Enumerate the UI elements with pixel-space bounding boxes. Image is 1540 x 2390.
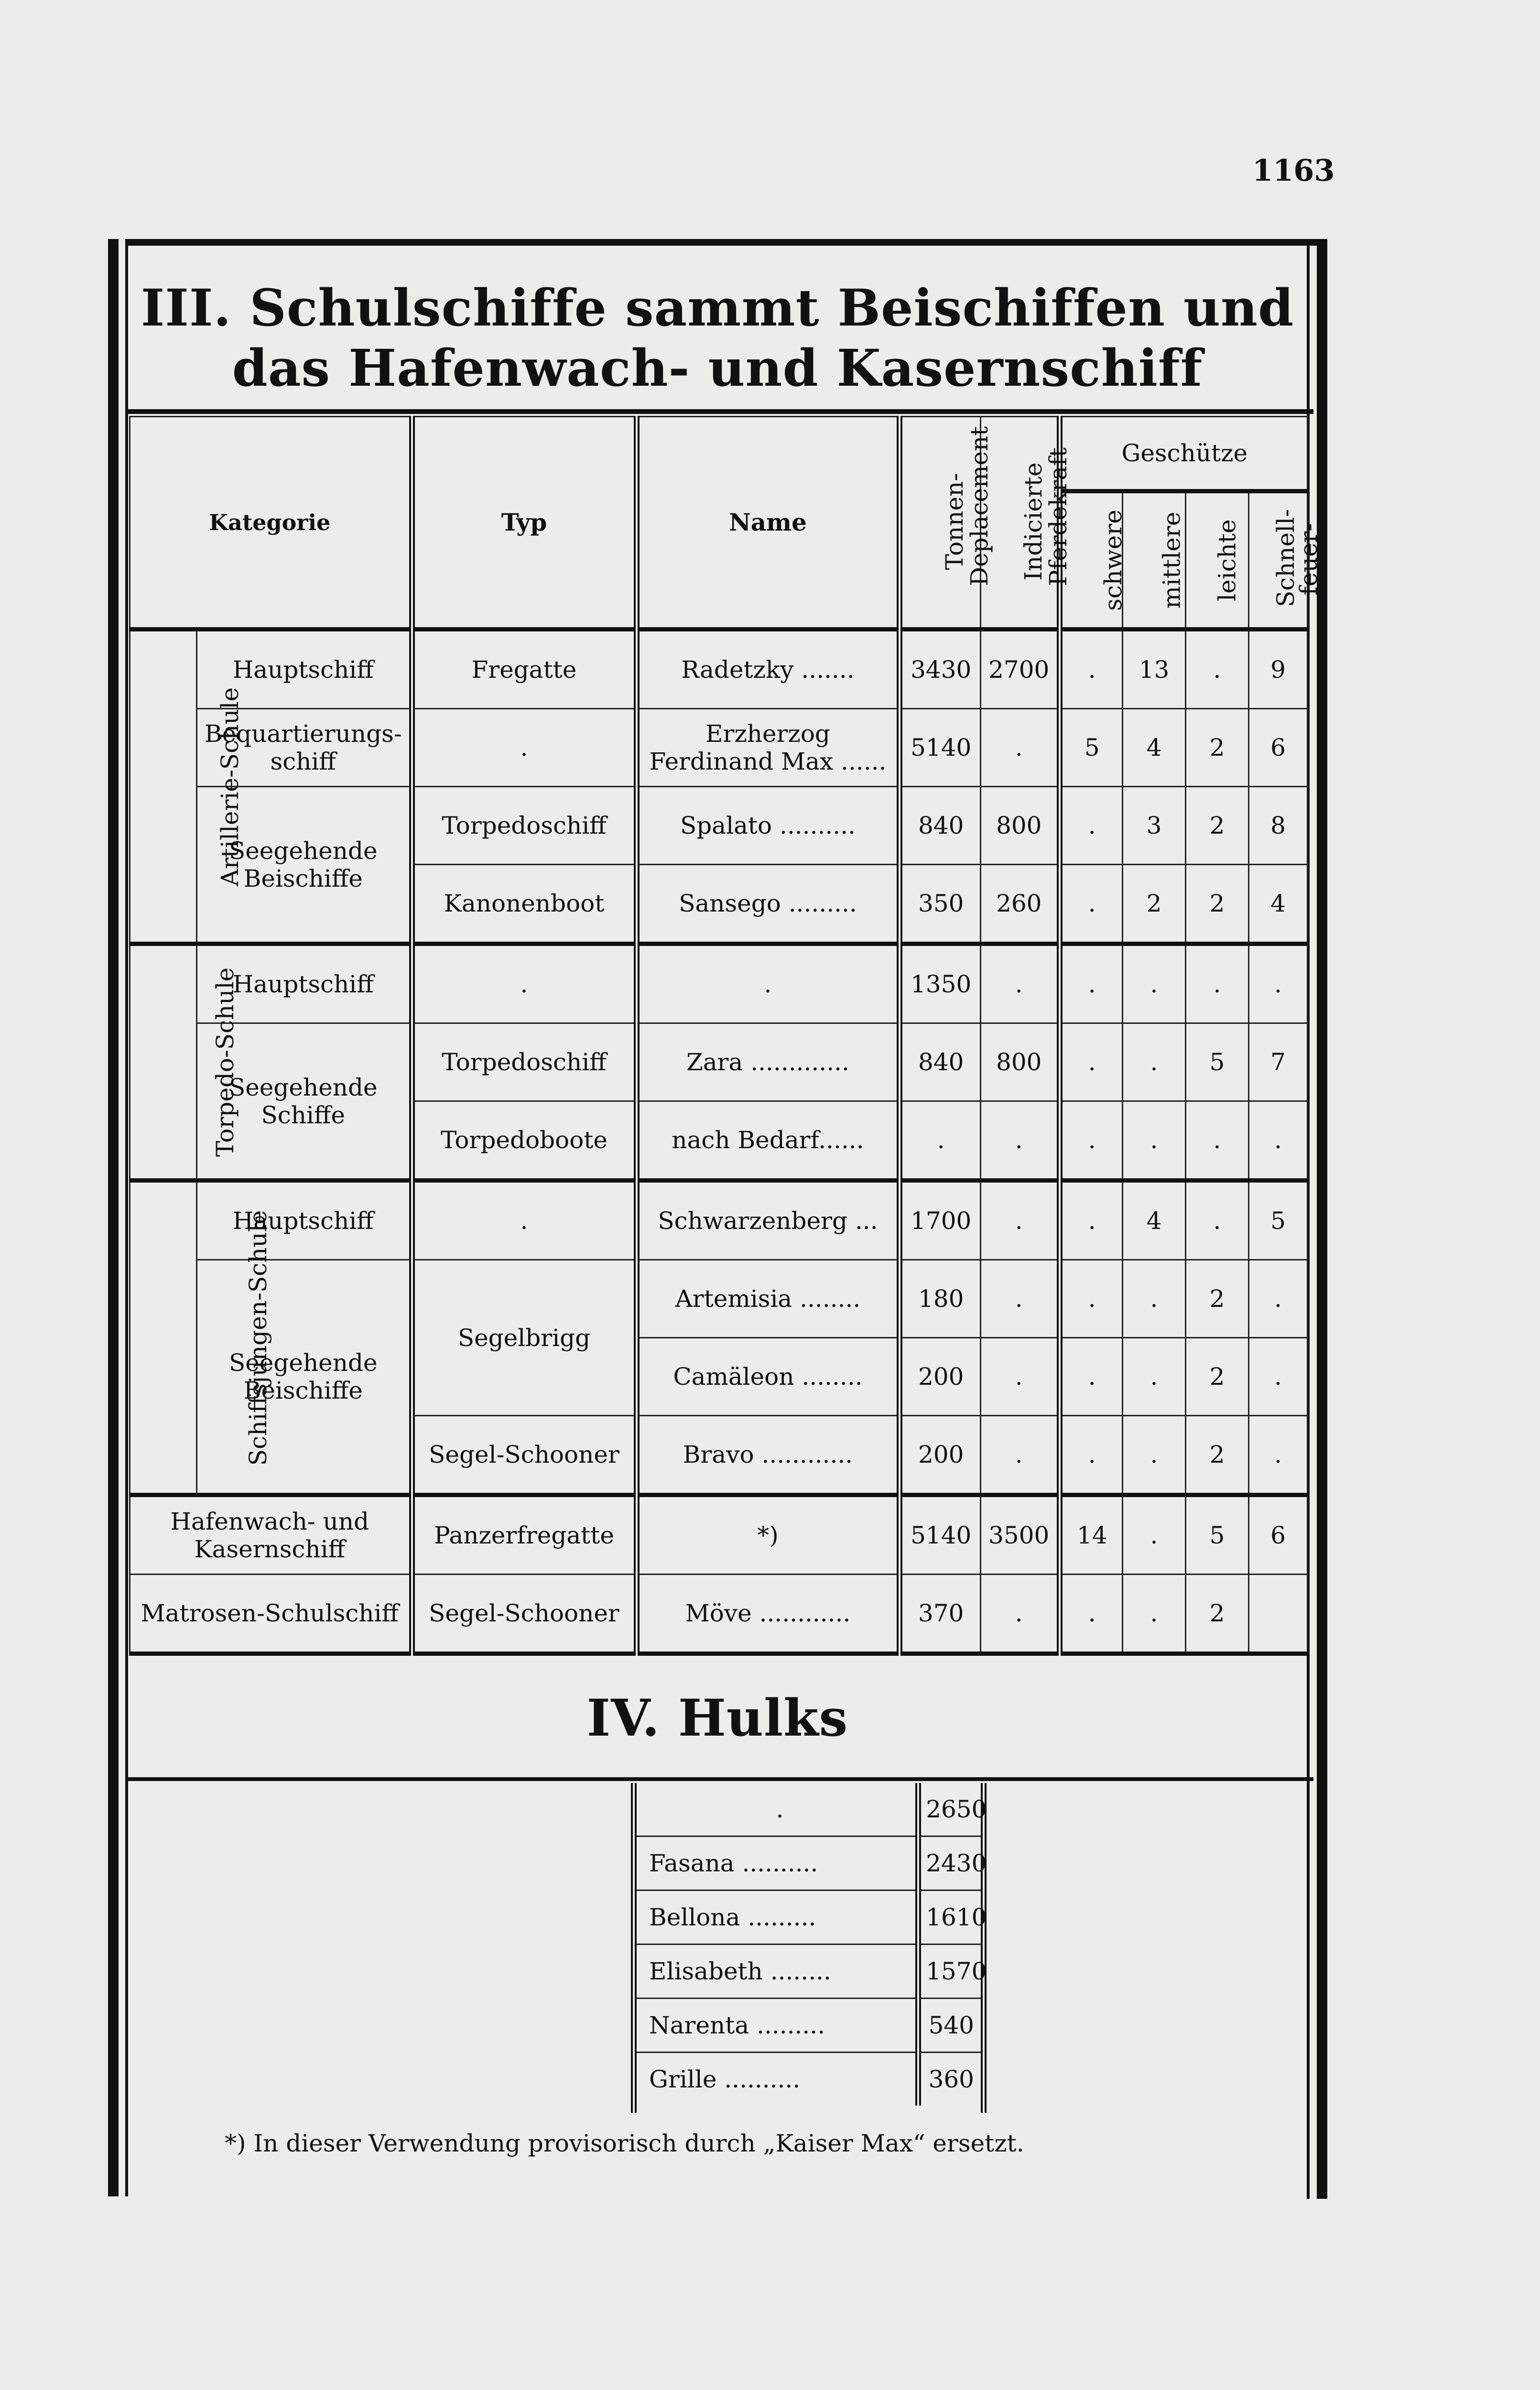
cell-typ: Segelbrigg	[412, 1260, 637, 1416]
cell-mittlere: 2	[1123, 865, 1186, 944]
hulk-tonnen: 2650	[918, 1783, 981, 1836]
cell-name: Zara .............	[637, 1023, 900, 1101]
cell-schnellfeuer: 4	[1249, 865, 1308, 944]
cell-schnellfeuer: 7	[1249, 1023, 1308, 1101]
cell-schwere: .	[1060, 1181, 1123, 1260]
cell-tonnen: 180	[900, 1260, 981, 1338]
cell-typ: Segel-Schooner	[412, 1416, 637, 1495]
cell-schwere: .	[1060, 787, 1123, 865]
cell-mittlere: .	[1123, 1575, 1186, 1654]
cell-subcategory: Seegehende Schiffe	[197, 1023, 412, 1181]
title-divider	[128, 409, 1313, 414]
cell-schnellfeuer: .	[1249, 1338, 1308, 1416]
cell-tonnen: 1350	[900, 944, 981, 1023]
cell-leichte: .	[1186, 1101, 1249, 1181]
cell-pferdekraft: 260	[981, 865, 1060, 944]
table-row	[130, 1023, 1308, 1101]
table-row	[130, 944, 1308, 1023]
footnote: *) In dieser Verwendung provisorisch durch „Kaiser Max“ ersetzt.	[225, 2129, 1024, 2157]
cell-pferdekraft: .	[981, 1338, 1060, 1416]
cell-schwere: .	[1060, 1338, 1123, 1416]
cell-schnellfeuer: .	[1249, 1260, 1308, 1338]
cell-schnellfeuer: 6	[1249, 709, 1308, 787]
cell-leichte: 2	[1186, 1338, 1249, 1416]
table-row	[637, 1945, 981, 1999]
cell-pferdekraft: .	[981, 1575, 1060, 1654]
cell-schnellfeuer: .	[1249, 1416, 1308, 1495]
cell-schwere: .	[1060, 1575, 1123, 1654]
table-row	[130, 1260, 1308, 1338]
cell-tonnen: 840	[900, 1023, 981, 1101]
frame-top-border	[125, 239, 1320, 246]
cell-tonnen: 200	[900, 1338, 981, 1416]
header-mittlere: mittlere	[1123, 491, 1186, 630]
cell-schwere: .	[1060, 1260, 1123, 1338]
cell-schwere: .	[1060, 944, 1123, 1023]
cell-mittlere: .	[1123, 1416, 1186, 1495]
cell-typ: .	[412, 709, 637, 787]
cell-pferdekraft: .	[981, 1101, 1060, 1181]
page-number: 1163	[1252, 153, 1335, 188]
cell-mittlere: .	[1123, 1023, 1186, 1101]
cell-typ: .	[412, 1181, 637, 1260]
hulk-tonnen: 1610	[918, 1890, 981, 1945]
header-schnellfeuer: Schnell-feuer-	[1249, 491, 1308, 630]
cell-pferdekraft: .	[981, 944, 1060, 1023]
cell-subcategory: Hauptschiff	[197, 1181, 412, 1260]
group-schiffsjungen-schule: Schiffsjungen-Schule	[130, 1181, 197, 1495]
hulk-tonnen: 2430	[918, 1836, 981, 1890]
cell-leichte: .	[1186, 630, 1249, 709]
hulk-name: Elisabeth ........	[637, 1945, 918, 1999]
cell-typ: Torpedoschiff	[412, 787, 637, 865]
cell-name: .	[637, 944, 900, 1023]
cell-name: Möve ............	[637, 1575, 900, 1654]
cell-schnellfeuer: .	[1249, 944, 1308, 1023]
header-typ: Typ	[412, 417, 637, 630]
hulk-name: .	[637, 1783, 918, 1836]
cell-subcategory: Hauptschiff	[197, 944, 412, 1023]
cell-leichte: 2	[1186, 709, 1249, 787]
header-pferdekraft: Indicierte Pferdekraft	[981, 417, 1060, 630]
cell-leichte: 2	[1186, 1260, 1249, 1338]
cell-name: Bravo ............	[637, 1416, 900, 1495]
cell-leichte: .	[1186, 944, 1249, 1023]
cell-schnellfeuer: 9	[1249, 630, 1308, 709]
table-row	[130, 1181, 1308, 1260]
cell-name: nach Bedarf......	[637, 1101, 900, 1181]
cell-subcategory: Hauptschiff	[197, 630, 412, 709]
cell-schwere: 14	[1060, 1495, 1123, 1575]
table-row	[637, 1890, 981, 1945]
cell-mittlere: .	[1123, 1260, 1186, 1338]
cell-typ: Fregatte	[412, 630, 637, 709]
cell-subcategory: Bequartierungs-schiff	[197, 709, 412, 787]
cell-typ: .	[412, 944, 637, 1023]
cell-name: Camäleon ........	[637, 1338, 900, 1416]
cell-name: Schwarzenberg ...	[637, 1181, 900, 1260]
cell-tonnen: .	[900, 1101, 981, 1181]
cell-kategorie: Hafenwach- und Kasernschiff	[130, 1495, 412, 1575]
cell-mittlere: 3	[1123, 787, 1186, 865]
cell-pferdekraft: .	[981, 709, 1060, 787]
cell-mittlere: 13	[1123, 630, 1186, 709]
cell-schwere: .	[1060, 1101, 1123, 1181]
table-row	[130, 1495, 1308, 1575]
cell-mittlere: .	[1123, 1495, 1186, 1575]
hulk-tonnen: 360	[928, 2065, 974, 2093]
cell-tonnen: 370	[900, 1575, 981, 1654]
cell-tonnen: 3430	[900, 630, 981, 709]
cell-schnellfeuer: .	[1249, 1101, 1308, 1181]
cell-leichte: 2	[1186, 787, 1249, 865]
cell-typ: Kanonenboot	[412, 865, 637, 944]
cell-typ: Torpedoboote	[412, 1101, 637, 1181]
cell-schwere: .	[1060, 1416, 1123, 1495]
cell-pferdekraft: 800	[981, 1023, 1060, 1101]
cell-schwere: .	[1060, 630, 1123, 709]
cell-mittlere: .	[1123, 1338, 1186, 1416]
hulk-name: Grille ..........	[637, 2053, 918, 2106]
cell-pferdekraft: .	[981, 1416, 1060, 1495]
cell-schwere: .	[1060, 1023, 1123, 1101]
cell-name: *)	[637, 1495, 900, 1575]
section-3-title-line-1: III. Schulschiffe sammt Beischiffen und	[141, 278, 1294, 337]
hulk-tonnen: 1570	[918, 1945, 981, 1999]
cell-mittlere: .	[1123, 1101, 1186, 1181]
group-torpedo-schule: Torpedo-Schule	[130, 944, 197, 1181]
group-artillerie-schule: Artillerie-Schule	[130, 630, 197, 944]
header-schwere: schwere	[1060, 491, 1123, 630]
hulk-name: Narenta .........	[637, 1999, 918, 2053]
cell-tonnen: 5140	[900, 1495, 981, 1575]
cell-mittlere: 4	[1123, 1181, 1186, 1260]
cell-pferdekraft: .	[981, 1260, 1060, 1338]
cell-pferdekraft: 3500	[981, 1495, 1060, 1575]
cell-schwere: 5	[1060, 709, 1123, 787]
hulk-tonnen: 540	[918, 1999, 981, 2053]
table-row	[130, 630, 1308, 709]
cell-pferdekraft: 2700	[981, 630, 1060, 709]
cell-mittlere: .	[1123, 944, 1186, 1023]
cell-tonnen: 840	[900, 787, 981, 865]
cell-typ: Torpedoschiff	[412, 1023, 637, 1101]
cell-tonnen: 200	[900, 1416, 981, 1495]
header-kategorie: Kategorie	[130, 417, 412, 630]
cell-schwere: .	[1060, 865, 1123, 944]
cell-tonnen: 350	[900, 865, 981, 944]
cell-schnellfeuer	[1249, 1575, 1308, 1654]
hulk-name: Fasana ..........	[637, 1836, 918, 1890]
header-tonnen: Tonnen-Deplacement	[900, 417, 981, 630]
cell-leichte: 5	[1186, 1023, 1249, 1101]
header-leichte: leichte	[1186, 491, 1249, 630]
cell-name: Spalato ..........	[637, 787, 900, 865]
cell-tonnen: 5140	[900, 709, 981, 787]
header-name: Name	[637, 417, 900, 630]
table-row	[130, 1575, 1308, 1654]
section-3-title-line-2: das Hafenwach- und Kasernschiff	[232, 338, 1203, 398]
cell-pferdekraft: .	[981, 1181, 1060, 1260]
cell-mittlere: 4	[1123, 709, 1186, 787]
hulks-divider	[128, 1777, 1313, 1781]
table-row	[637, 2053, 981, 2106]
header-geschuetze: Geschütze	[1060, 417, 1308, 491]
hulks-table	[631, 1783, 987, 2113]
cell-typ: Panzerfregatte	[412, 1495, 637, 1575]
table-row	[637, 1783, 981, 1836]
table-row	[130, 787, 1308, 865]
cell-subcategory: Seegehende Beischiffe	[197, 1260, 412, 1495]
cell-schnellfeuer: 8	[1249, 787, 1308, 865]
cell-leichte: 5	[1186, 1495, 1249, 1575]
cell-schnellfeuer: 6	[1249, 1495, 1308, 1575]
cell-name: Artemisia ........	[637, 1260, 900, 1338]
cell-pferdekraft: 800	[981, 787, 1060, 865]
table-row	[637, 1999, 981, 2053]
cell-leichte: .	[1186, 1181, 1249, 1260]
frame-left-inner-border	[125, 239, 128, 2196]
cell-tonnen: 1700	[900, 1181, 981, 1260]
cell-kategorie: Matrosen-Schulschiff	[130, 1575, 412, 1654]
table-row	[637, 1836, 981, 1890]
cell-name: Sansego .........	[637, 865, 900, 944]
cell-leichte: 2	[1186, 1416, 1249, 1495]
cell-typ: Segel-Schooner	[412, 1575, 637, 1654]
cell-subcategory: Seegehende Beischiffe	[197, 787, 412, 944]
hulk-name: Bellona .........	[637, 1890, 918, 1945]
section-4-title: IV. Hulks	[586, 1688, 848, 1748]
cell-name: Erzherzog Ferdinand Max ......	[637, 709, 900, 787]
cell-name: Radetzky .......	[637, 630, 900, 709]
cell-schnellfeuer: 5	[1249, 1181, 1308, 1260]
cell-leichte: 2	[1186, 865, 1249, 944]
table-row	[130, 709, 1308, 787]
schulschiffe-table	[129, 416, 1323, 1656]
cell-leichte: 2	[1186, 1575, 1249, 1654]
frame-left-border	[108, 239, 119, 2196]
